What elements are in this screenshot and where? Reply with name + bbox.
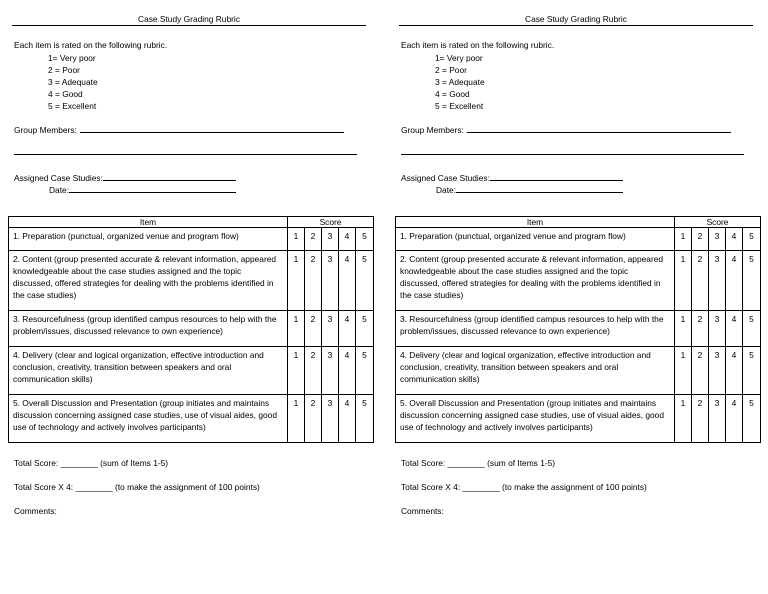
rubric-title: Case Study Grading Rubric xyxy=(399,14,753,26)
rubric-item: 2. Content (group presented accurate & relevant information, appeared knowledgeable about the case studies assigned and the topic discussed, offered strategies for dealing with the problems identified in the case studies) xyxy=(9,251,288,311)
group-members-field xyxy=(401,123,731,135)
group-members-field xyxy=(14,123,344,135)
score-5: 5 xyxy=(356,228,374,251)
score-5: 5 xyxy=(356,347,374,395)
rubric-table xyxy=(8,216,374,443)
header-item: Item xyxy=(396,217,675,228)
score-3: 3 xyxy=(709,228,726,251)
table-row xyxy=(9,228,374,251)
total-score-x4: Total Score X 4: ________ (to make the assignment of 100 points) xyxy=(401,482,647,492)
table-row xyxy=(396,395,761,443)
group-members-label: Group Members: xyxy=(14,125,77,135)
date-label: Date: xyxy=(49,185,70,195)
score-4: 4 xyxy=(339,311,356,347)
score-5: 5 xyxy=(743,228,761,251)
assigned-line xyxy=(103,171,236,181)
rubric-copy-left xyxy=(6,0,378,594)
score-3: 3 xyxy=(322,228,339,251)
group-members-label: Group Members: xyxy=(401,125,464,135)
rubric-table xyxy=(395,216,761,443)
score-1: 1 xyxy=(288,251,305,311)
date-line xyxy=(456,183,623,193)
table-row xyxy=(396,228,761,251)
rubric-copy-right xyxy=(393,0,765,594)
score-4: 4 xyxy=(339,251,356,311)
header-score: Score xyxy=(288,217,374,228)
score-5: 5 xyxy=(743,251,761,311)
rating-scale xyxy=(48,52,98,112)
score-3: 3 xyxy=(709,395,726,443)
rubric-item: 5. Overall Discussion and Presentation (group initiates and maintains discussion concerning assigned case studies, use of visual aides, good use of technology and actively involves participants) xyxy=(9,395,288,443)
score-2: 2 xyxy=(692,395,709,443)
score-1: 1 xyxy=(675,228,692,251)
rubric-intro: Each item is rated on the following rubric. xyxy=(14,40,168,50)
score-2: 2 xyxy=(305,311,322,347)
score-5: 5 xyxy=(743,311,761,347)
scale-item: 1= Very poor xyxy=(48,53,96,63)
scale-item: 1= Very poor xyxy=(435,53,483,63)
score-4: 4 xyxy=(726,228,743,251)
table-row xyxy=(9,395,374,443)
score-3: 3 xyxy=(709,251,726,311)
table-row xyxy=(9,311,374,347)
date-field xyxy=(49,183,236,195)
score-4: 4 xyxy=(726,395,743,443)
score-2: 2 xyxy=(692,228,709,251)
rubric-title: Case Study Grading Rubric xyxy=(12,14,366,26)
header-score: Score xyxy=(675,217,761,228)
rubric-item: 4. Delivery (clear and logical organization, effective introduction and conclusion, creativity, transition between speakers and oral communication skills) xyxy=(396,347,675,395)
score-3: 3 xyxy=(709,311,726,347)
group-members-line-2 xyxy=(14,154,357,155)
score-5: 5 xyxy=(356,395,374,443)
score-2: 2 xyxy=(305,347,322,395)
rubric-item: 2. Content (group presented accurate & relevant information, appeared knowledgeable about the case studies assigned and the topic discussed, offered strategies for dealing with the problems identified in the case studies) xyxy=(396,251,675,311)
score-5: 5 xyxy=(743,395,761,443)
group-members-line xyxy=(80,123,344,133)
score-1: 1 xyxy=(288,311,305,347)
header-item: Item xyxy=(9,217,288,228)
score-1: 1 xyxy=(288,347,305,395)
rubric-item: 5. Overall Discussion and Presentation (group initiates and maintains discussion concerning assigned case studies, use of visual aides, good use of technology and actively involves participants) xyxy=(396,395,675,443)
assigned-line xyxy=(490,171,623,181)
score-3: 3 xyxy=(322,395,339,443)
comments-label: Comments: xyxy=(401,506,444,516)
scale-item: 3 = Adequate xyxy=(435,77,485,87)
total-score: Total Score: ________ (sum of Items 1-5) xyxy=(14,458,169,468)
score-1: 1 xyxy=(288,228,305,251)
score-5: 5 xyxy=(743,347,761,395)
scale-item: 3 = Adequate xyxy=(48,77,98,87)
date-field xyxy=(436,183,623,195)
scale-item: 4 = Good xyxy=(435,89,470,99)
score-4: 4 xyxy=(726,251,743,311)
score-2: 2 xyxy=(692,311,709,347)
score-4: 4 xyxy=(726,347,743,395)
rubric-item: 3. Resourcefulness (group identified campus resources to help with the problem/issues, discussed relevance to own experience) xyxy=(9,311,288,347)
score-1: 1 xyxy=(675,311,692,347)
comments-label: Comments: xyxy=(14,506,57,516)
score-3: 3 xyxy=(322,311,339,347)
assigned-label: Assigned Case Studies: xyxy=(401,173,490,183)
score-4: 4 xyxy=(339,347,356,395)
scale-item: 2 = Poor xyxy=(435,65,467,75)
score-3: 3 xyxy=(709,347,726,395)
table-row xyxy=(9,251,374,311)
score-4: 4 xyxy=(726,311,743,347)
rating-scale xyxy=(435,52,485,112)
group-members-line xyxy=(467,123,731,133)
table-row xyxy=(396,347,761,395)
scale-item: 5 = Excellent xyxy=(48,101,97,111)
assigned-field xyxy=(401,171,623,183)
table-row xyxy=(396,311,761,347)
score-5: 5 xyxy=(356,251,374,311)
score-2: 2 xyxy=(692,347,709,395)
score-3: 3 xyxy=(322,347,339,395)
rubric-item: 1. Preparation (punctual, organized venue and program flow) xyxy=(396,228,675,251)
assigned-label: Assigned Case Studies: xyxy=(14,173,103,183)
rubric-item: 3. Resourcefulness (group identified campus resources to help with the problem/issues, discussed relevance to own experience) xyxy=(396,311,675,347)
total-score-x4: Total Score X 4: ________ (to make the assignment of 100 points) xyxy=(14,482,260,492)
group-members-line-2 xyxy=(401,154,744,155)
score-2: 2 xyxy=(692,251,709,311)
date-line xyxy=(69,183,236,193)
score-2: 2 xyxy=(305,251,322,311)
date-label: Date: xyxy=(436,185,457,195)
table-row xyxy=(396,251,761,311)
assigned-field xyxy=(14,171,236,183)
score-2: 2 xyxy=(305,395,322,443)
scale-item: 5 = Excellent xyxy=(435,101,484,111)
score-1: 1 xyxy=(675,251,692,311)
score-1: 1 xyxy=(288,395,305,443)
score-4: 4 xyxy=(339,228,356,251)
scale-item: 4 = Good xyxy=(48,89,83,99)
total-score: Total Score: ________ (sum of Items 1-5) xyxy=(401,458,556,468)
score-3: 3 xyxy=(322,251,339,311)
rubric-item: 4. Delivery (clear and logical organization, effective introduction and conclusion, creativity, transition between speakers and oral communication skills) xyxy=(9,347,288,395)
table-row xyxy=(9,347,374,395)
score-4: 4 xyxy=(339,395,356,443)
score-5: 5 xyxy=(356,311,374,347)
score-1: 1 xyxy=(675,395,692,443)
rubric-intro: Each item is rated on the following rubric. xyxy=(401,40,555,50)
rubric-item: 1. Preparation (punctual, organized venue and program flow) xyxy=(9,228,288,251)
score-1: 1 xyxy=(675,347,692,395)
scale-item: 2 = Poor xyxy=(48,65,80,75)
score-2: 2 xyxy=(305,228,322,251)
